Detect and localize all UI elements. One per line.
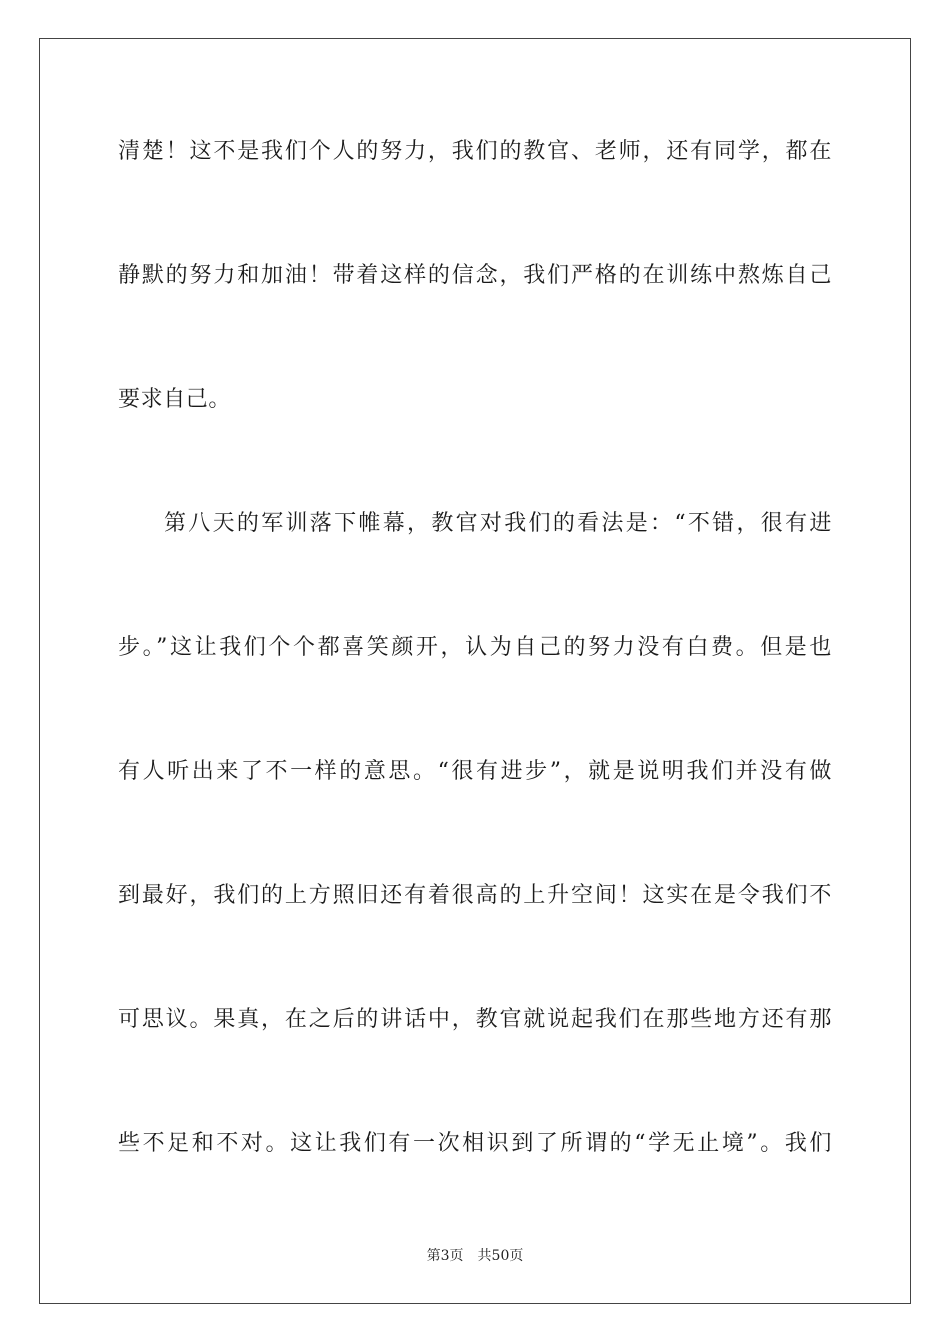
- body-line-6: 有人听出来了不一样的意思。“很有进步”，就是说明我们并没有做: [118, 759, 832, 784]
- body-line-8: 可思议。果真，在之后的讲话中，教官就说起我们在那些地方还有那: [118, 1007, 832, 1032]
- body-line-2: 静默的努力和加油！带着这样的信念，我们严格的在训练中熬炼自己: [118, 263, 832, 288]
- body-line-1: 清楚！这不是我们个人的努力，我们的教官、老师，还有同学，都在: [118, 139, 832, 164]
- body-line-5: 步。”这让我们个个都喜笑颜开，认为自己的努力没有白费。但是也: [118, 635, 832, 660]
- page-total: 共50页: [477, 1248, 524, 1264]
- body-line-3: 要求自己。: [118, 387, 232, 412]
- page-number: 第3页: [426, 1248, 464, 1264]
- page-footer: [0, 1247, 950, 1265]
- page-border: [39, 38, 911, 1304]
- body-line-7: 到最好，我们的上方照旧还有着很高的上升空间！这实在是令我们不: [118, 883, 832, 908]
- body-line-9: 些不足和不对。这让我们有一次相识到了所谓的“学无止境”。我们: [118, 1131, 832, 1156]
- body-line-4: 第八天的军训落下帷幕，教官对我们的看法是：“不错，很有进: [164, 511, 832, 536]
